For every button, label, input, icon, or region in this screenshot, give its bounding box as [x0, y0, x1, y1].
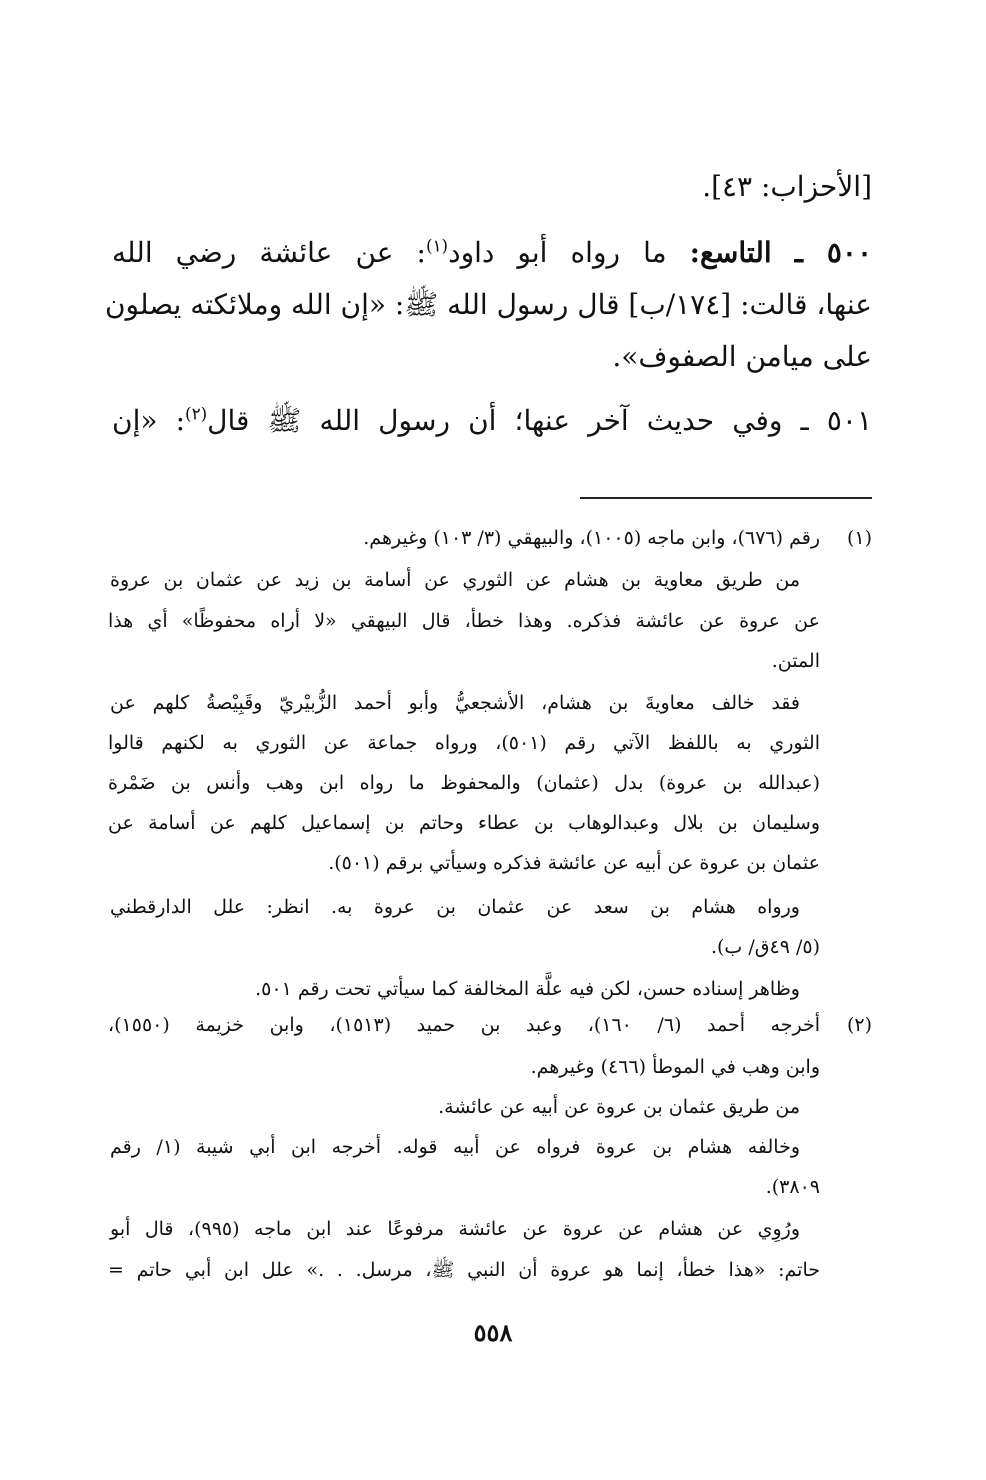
footnote-1-line-5: فقد خالف معاويةَ بن هشام، الأشجعيُّ وأبو أحمد الزُّبيْريّ وقَبِيْصةُ كلهم عن	[110, 692, 800, 714]
footnote-1-line-12: وظاهر إسناده حسن، لكن فيه علَّة المخالفة كما سيأتي تحت رقم ٥٠١.	[255, 978, 800, 1000]
footnote-1-line-3: عن عروة عن عائشة فذكره. وهذا خطأ، قال البيهقي «لا أراه محفوظًا» أي هذا	[108, 610, 820, 632]
footnote-1-line-6: الثوري به باللفظ الآتي رقم (٥٠١)، ورواه جماعة عن الثوري به لكنهم قالوا	[108, 732, 820, 754]
hadith-500-text-a: ما رواه أبو داود	[448, 236, 690, 269]
footnote-1-number: (١)	[846, 527, 872, 549]
footnote-2-line-6: ورُوِي عن هشام عن عروة عن عائشة مرفوعًا عند ابن ماجه (٩٩٥)، قال أبو	[110, 1218, 800, 1240]
hadith-500-title: التاسع:	[689, 236, 772, 269]
footnote-2-line-4: وخالفه هشام بن عروة فرواه عن أبيه قوله. أخرجه ابن أبي شيبة (١/ رقم	[110, 1136, 801, 1158]
hadith-501-text-b: : «إن	[112, 404, 186, 437]
footnote-1-line-4: المتن.	[771, 650, 820, 672]
hadith-500-line-2: عنها، قالت: [١٧٤/ب] قال رسول الله ﷺ: «إن الله وملائكته يصلون	[104, 288, 872, 321]
footnote-ref-1: (١)	[425, 235, 449, 256]
footnote-1-line-2: من طريق معاوية بن هشام عن الثوري عن أسامة بن زيد عن عثمان بن عروة	[110, 569, 800, 591]
footnote-2-line-7: حاتم: «هذا خطأ، إنما هو عروة أن النبي ﷺ، مرسل. . .» علل ابن أبي حاتم =	[108, 1259, 820, 1281]
footnote-2-line-2: وابن وهب في الموطأ (٤٦٦) وغيرهم.	[530, 1056, 820, 1078]
hadith-500-number: ٥٠٠ ـ	[794, 236, 872, 269]
hadith-500-text-b: : عن عائشة رضي الله	[112, 236, 426, 269]
footnote-1-line-1: رقم (٦٧٦)، وابن ماجه (١٠٠٥)، والبيهقي (٣/ ١٠٣) وغيرهم.	[363, 527, 820, 549]
hadith-501-line-1	[112, 404, 872, 444]
hadith-500-line-3: على ميامن الصفوف».	[612, 340, 872, 373]
footnote-2-line-3: من طريق عثمان بن عروة عن أبيه عن عائشة.	[438, 1096, 800, 1118]
footnote-2-line-1: أخرجه أحمد (٦/ ١٦٠)، وعبد بن حميد (١٥١٣)، وابن خزيمة (١٥٥٠)،	[108, 1014, 820, 1036]
footnote-1-line-9: عثمان بن عروة عن أبيه عن عائشة فذكره وسيأتي برقم (٥٠١).	[328, 852, 820, 874]
footnote-ref-2: (٢)	[185, 403, 208, 424]
footnote-2-number: (٢)	[846, 1014, 872, 1036]
hadith-501-text: ٥٠١ ـ وفي حديث آخر عنها؛ أن رسول الله ﷺ قال	[207, 404, 872, 437]
hadith-500-line-1	[112, 236, 872, 269]
footnote-1-line-11: (٥/ ٤٩ق/ ب).	[710, 936, 820, 958]
page-number: ٥٥٨	[473, 1318, 513, 1347]
footnote-2-line-5: ٣٨٠٩).	[765, 1176, 820, 1198]
footnote-1-line-7: (عبدالله بن عروة) بدل (عثمان) والمحفوظ ما رواه ابن وهب وأنس بن ضَمْرة	[108, 772, 820, 794]
quran-reference: [الأحزاب: ٤٣].	[702, 170, 872, 203]
footnote-1-line-8: وسليمان بن بلال وعبدالوهاب بن عطاء وحاتم بن إسماعيل كلهم عن أسامة عن	[108, 812, 820, 834]
footnote-separator	[580, 497, 872, 499]
footnote-1-line-10: ورواه هشام بن سعد عن عثمان بن عروة به. انظر: علل الدارقطني	[110, 896, 800, 918]
